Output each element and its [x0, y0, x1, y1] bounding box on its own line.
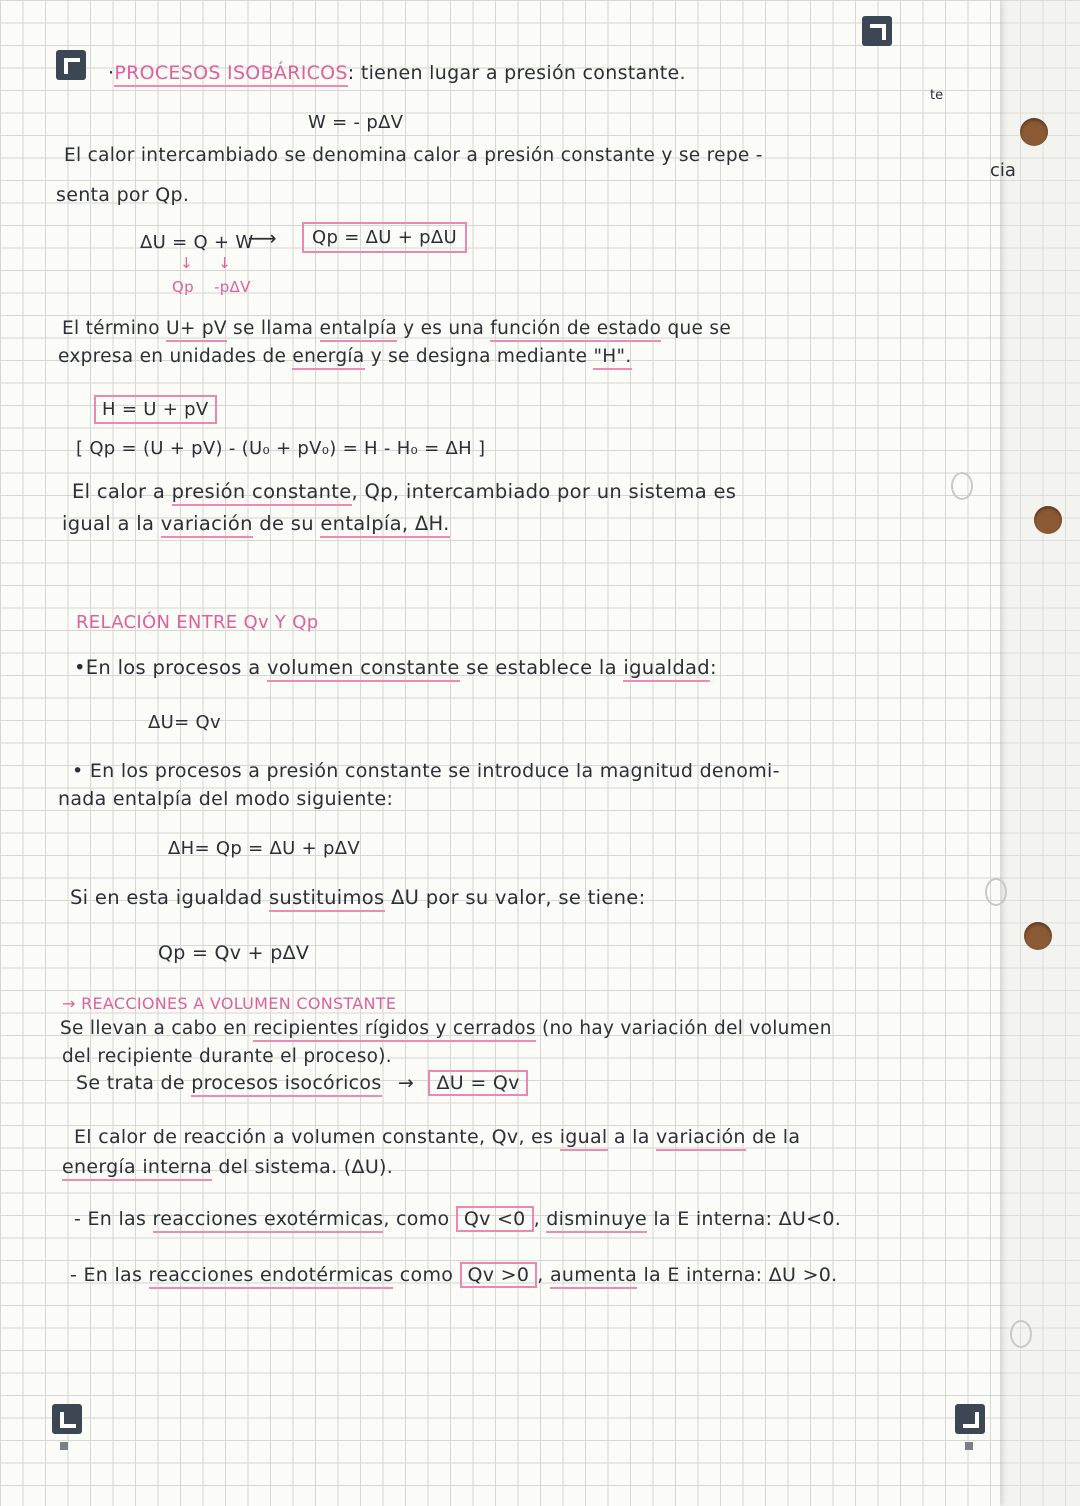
- qp-box: Qp = ΔU + pΔU: [302, 222, 467, 253]
- exo-reactions: reacciones exotérmicas: [153, 1208, 384, 1233]
- relation-bullet-2-line-2: nada entalpía del modo siguiente:: [58, 788, 394, 810]
- enthalpy-text-2c: y se designa mediante: [370, 346, 588, 367]
- endo-f: la E interna: ΔU >0.: [643, 1264, 838, 1286]
- qp-derivation: [ Qp = (U + pV) - (U₀ + pV₀) = H - H₀ = ΔH ]: [76, 438, 486, 459]
- concl2-variation: variación: [161, 512, 253, 538]
- qp-boxed-equation: [302, 222, 467, 253]
- enthalpy-text-e: y es una: [403, 318, 485, 339]
- down-arrows: ↓ ↓: [180, 254, 232, 272]
- vol-l1-a: Se llevan a cabo en: [60, 1018, 248, 1039]
- first-law-equation: ΔU = Q + W: [140, 232, 254, 253]
- enthalpy-line-2: [58, 346, 632, 367]
- vol-l4-equal: igual: [560, 1126, 608, 1151]
- heat-text-line-2: senta por Qp.: [56, 184, 190, 206]
- substitution-pav: -pΔV: [214, 278, 251, 296]
- concl-pressure: presión constante: [172, 480, 352, 506]
- vol-l3-a: Se trata de: [76, 1072, 185, 1094]
- symbol-h: "H".: [593, 346, 631, 370]
- work-formula: W = - pΔV: [308, 112, 404, 133]
- exo-d: ,: [533, 1208, 540, 1230]
- exothermic-line: [74, 1208, 841, 1230]
- rel-b1-e: :: [710, 656, 717, 679]
- subst-verb: sustituimos: [269, 886, 385, 912]
- enthalpy-text-c: se llama: [233, 318, 314, 339]
- binder-hole-lower: [1024, 922, 1052, 950]
- relation-substitution: [70, 886, 645, 909]
- binder-hole-middle: [1034, 506, 1062, 534]
- concl-c: , Qp, intercambiado por un sistema es: [351, 480, 737, 503]
- enthalpy-term: U+ pV: [166, 318, 227, 342]
- volume-heading: → REACCIONES A VOLUMEN CONSTANTE: [62, 994, 397, 1013]
- concl-a: El calor a: [72, 480, 166, 503]
- energy-word: energía: [292, 346, 364, 370]
- corner-marker-bottom-left: [52, 1404, 82, 1434]
- corner-tick-bottom-left: [60, 1442, 68, 1450]
- isobaric-desc: : tienen lugar a presión constante.: [347, 62, 686, 84]
- exo-a: - En las: [74, 1208, 147, 1230]
- rel-b1-volume: volumen constante: [267, 656, 460, 682]
- vol-l4-variation: variación: [656, 1126, 746, 1151]
- volume-line-2: del recipiente durante el proceso).: [62, 1046, 392, 1067]
- corner-tick-bottom-right: [965, 1442, 973, 1450]
- relation-eq-2: ΔH= Qp = ΔU + pΔV: [168, 838, 360, 859]
- endo-increases: aumenta: [550, 1264, 637, 1289]
- endo-box: Qv >0: [460, 1262, 538, 1288]
- exo-box: Qv <0: [456, 1206, 534, 1232]
- volume-line-1: [60, 1018, 832, 1039]
- enthalpy-word: entalpía: [320, 318, 397, 342]
- next-page-fragment-1: te: [930, 88, 944, 103]
- enthalpy-text-2a: expresa en unidades de: [58, 346, 287, 367]
- conclusion-line-2: [62, 512, 450, 535]
- substitution-qp: Qp: [172, 278, 194, 296]
- exo-c: , como: [383, 1208, 450, 1230]
- enthalpy-definition: [94, 395, 217, 424]
- endothermic-line: [70, 1264, 838, 1286]
- endo-reactions: reacciones endotérmicas: [149, 1264, 394, 1289]
- enthalpy-text-a: El término: [62, 318, 160, 339]
- exo-decreases: disminuye: [546, 1208, 647, 1233]
- endo-d: ,: [537, 1264, 544, 1286]
- heat-text-line-1: El calor intercambiado se denomina calor a presión constante y se repe -: [64, 145, 763, 166]
- endo-c: como: [399, 1264, 454, 1286]
- volume-line-3: [76, 1072, 528, 1094]
- isobaric-heading-line: [108, 62, 686, 84]
- relation-bullet-2-line-1: • En los procesos a presión constante se introduce la magnitud denomi-: [72, 760, 780, 782]
- concl2-a: igual a la: [62, 512, 155, 535]
- corner-marker-bottom-right: [955, 1404, 985, 1434]
- isobaric-title: PROCESOS ISOBÁRICOS: [114, 62, 347, 87]
- vol-l1-rigid: recipientes rígidos y cerrados: [253, 1018, 536, 1042]
- enthalpy-text-g: que se: [667, 318, 732, 339]
- binder-hole-top: [1020, 118, 1048, 146]
- reinforcement-ring-3: [1010, 1320, 1032, 1348]
- next-page-fragment-2: cia: [990, 160, 1016, 181]
- concl2-c: de su: [259, 512, 314, 535]
- vol-l5-internal-energy: energía interna: [62, 1156, 212, 1181]
- concl2-enthalpy: entalpía: [320, 512, 402, 538]
- vol-l4-c: a la: [613, 1126, 650, 1148]
- volume-line-5: [62, 1156, 393, 1178]
- rel-b1-equality: igualdad: [623, 656, 710, 682]
- vol-l3-arrow: →: [397, 1072, 415, 1094]
- subst-a: Si en esta igualdad: [70, 886, 263, 909]
- volume-line-4: [74, 1126, 800, 1148]
- relation-eq-3: Qp = Qv + pΔV: [158, 942, 310, 964]
- vol-l3-box: ΔU = Qv: [428, 1070, 527, 1096]
- relation-bullet-1: [74, 656, 717, 679]
- reinforcement-ring-1: [951, 472, 973, 500]
- conclusion-line-1: [72, 480, 736, 503]
- vol-l4-a: El calor de reacción a volumen constante, Qv, es: [74, 1126, 554, 1148]
- enthalpy-line-1: [62, 318, 731, 339]
- vol-l3-isochoric: procesos isocóricos: [191, 1072, 381, 1097]
- endo-a: - En las: [70, 1264, 143, 1286]
- concl2-e: , ΔH.: [402, 512, 450, 538]
- state-function: función de estado: [490, 318, 661, 342]
- rel-b1-a: •En los procesos a: [74, 656, 261, 679]
- vol-l1-c: (no hay variación del volumen: [541, 1018, 832, 1039]
- exo-f: la E interna: ΔU<0.: [653, 1208, 842, 1230]
- corner-marker-top-left: [56, 50, 86, 80]
- subst-c: ΔU por su valor, se tiene:: [391, 886, 646, 909]
- enthalpy-definition-box: H = U + pV: [94, 395, 217, 424]
- vol-l5-b: del sistema. (ΔU).: [218, 1156, 394, 1178]
- corner-marker-top-right: [862, 16, 892, 46]
- relation-title: RELACIÓN ENTRE Qv Y Qp: [76, 612, 319, 633]
- rel-b1-c: se establece la: [466, 656, 617, 679]
- reinforcement-ring-2: [985, 878, 1007, 906]
- relation-eq-1: ΔU= Qv: [148, 712, 221, 733]
- bullet: ·: [108, 62, 115, 84]
- vol-l4-e: de la: [752, 1126, 801, 1148]
- implies-arrow: ⟶: [248, 226, 277, 250]
